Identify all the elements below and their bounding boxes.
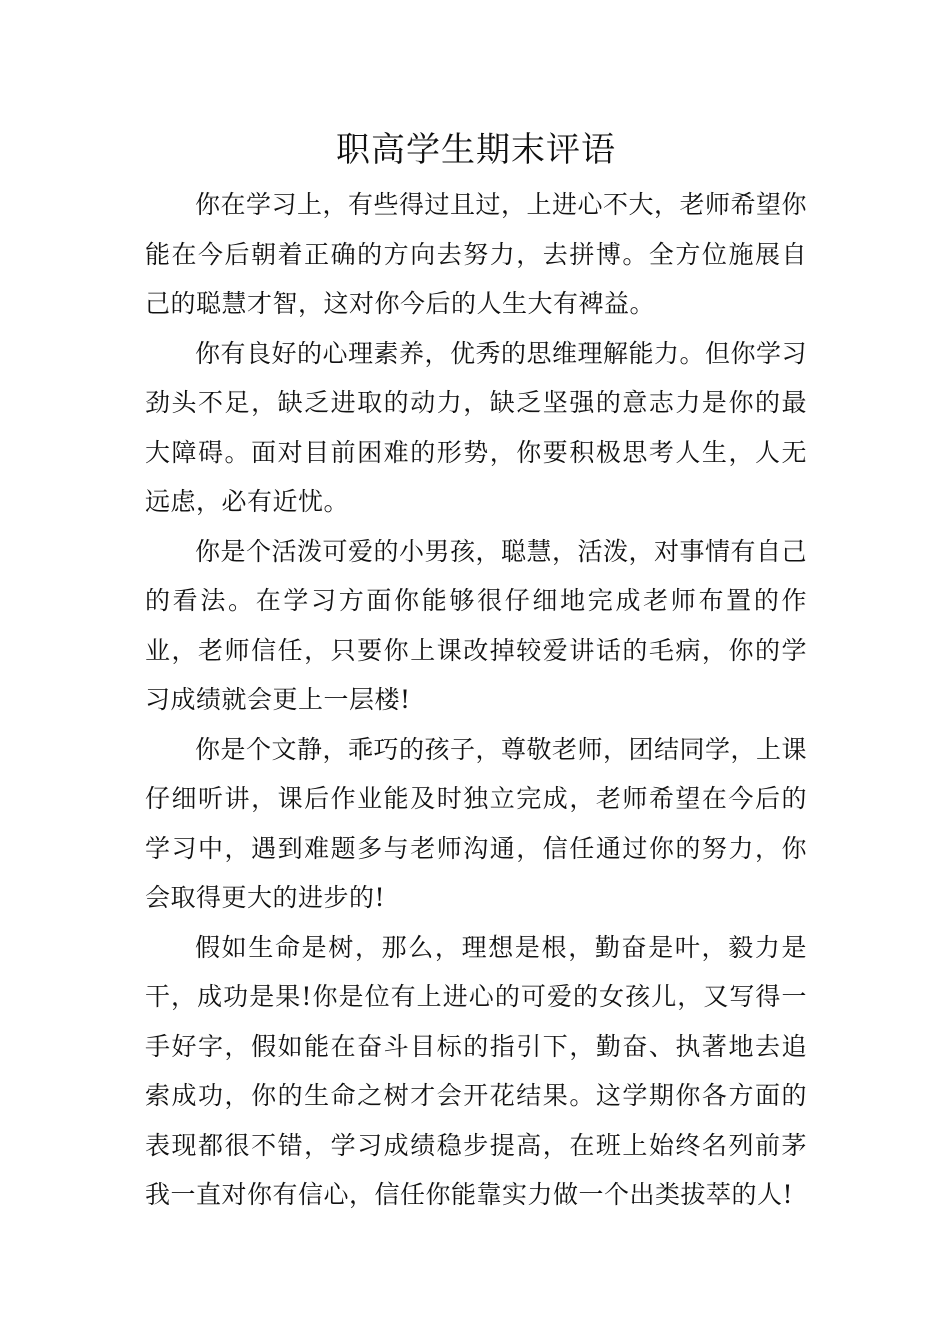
document-page	[145, 122, 807, 1220]
comment-paragraph-3: 你是个活泼可爱的小男孩，聪慧，活泼，对事情有自己的看法。在学习方面你能够很仔细地完成老师布置的作业，老师信任，只要你上课改掉较爱讲话的毛病，你的学习成绩就会更上一层楼!	[145, 536, 808, 714]
comment-paragraph-1: 你在学习上，有些得过且过，上进心不大，老师希望你能在今后朝着正确的方向去努力，去拼博。全方位施展自己的聪慧才智，这对你今后的人生大有裨益。	[145, 190, 808, 318]
comment-paragraph-4: 你是个文静，乖巧的孩子，尊敬老师，团结同学，上课仔细听讲，课后作业能及时独立完成，老师希望在今后的学习中，遇到难题多与老师沟通，信任通过你的努力，你会取得更大的进步的!	[145, 734, 808, 912]
document-title: 职高学生期末评语	[336, 130, 616, 170]
comment-paragraph-5: 假如生命是树，那么，理想是根，勤奋是叶，毅力是干，成功是果!你是位有上进心的可爱的女孩儿，又写得一手好字，假如能在奋斗目标的指引下，勤奋、执著地去追索成功，你的生命之树才会开花结果。这学期你各方面的表现都很不错，学习成绩稳步提高，在班上始终名列前茅我一直对你有信心，信任你能靠实力做一个出类拔萃的人!	[145, 932, 807, 1209]
comment-paragraph-2: 你有良好的心理素养，优秀的思维理解能力。但你学习劲头不足，缺乏进取的动力，缺乏坚强的意志力是你的最大障碍。面对目前困难的形势，你要积极思考人生，人无远虑，必有近忧。	[145, 338, 808, 516]
